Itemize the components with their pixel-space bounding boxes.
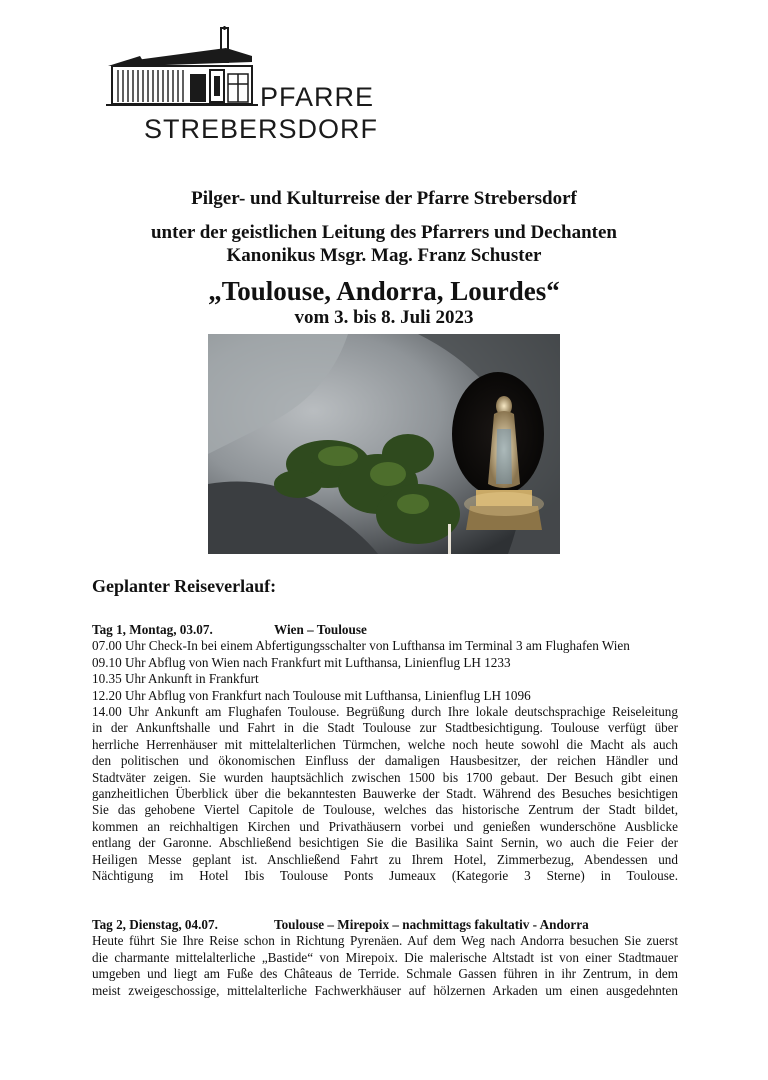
grotto-photo [208, 334, 560, 554]
day-1-section [92, 622, 678, 885]
day-1-line: Sie das gehobene Viertel Capitole de Toulouse, welches das historische Zentrum der Stadt bildet, [92, 802, 678, 818]
day-1-date: Tag 1, Montag, 03.07. [92, 622, 213, 637]
document-title-block [0, 186, 768, 329]
day-1-line: den politischen und ökonomischen Einfluss der damaligen Hausbesitzer, der reichen Händler und [92, 753, 678, 769]
day-1-line: 14.00 Uhr Ankunft am Flughafen Toulouse. Begrüßung durch Ihre lokale deutschsprachige Reiseleitung [92, 704, 678, 720]
day-2-route: Toulouse – Mirepoix – nachmittags fakultativ - Andorra [274, 917, 589, 932]
day-1-line: in der Ankunftshalle und Fahrt in die Stadt Toulouse zur Stadtbesichtigung. Toulouse verfügt über [92, 720, 678, 736]
trip-dates: vom 3. bis 8. Juli 2023 [294, 307, 474, 328]
day-1-line: Nächtigung im Hotel Ibis Toulouse Ponts Jumeaux (Kategorie 3 Sterne) in Toulouse. [92, 868, 678, 884]
day-1-route: Wien – Toulouse [274, 622, 367, 637]
day-2-section [92, 917, 678, 999]
day-2-line: umgeben und liegt am Fuße des Châteaus de Terride. Schmale Gassen führen in ihr Zentrum, in dem [92, 966, 678, 982]
logo-text-strebersdorf: STREBERSDORF [144, 114, 379, 144]
day-1-line: ganzheitlichen Überblick über die bekanntesten Bauwerke der Stadt. Während des Besuches besichtigen [92, 786, 678, 802]
day-1-line: 12.20 Uhr Abflug von Frankfurt nach Toulouse mit Lufthansa, Linienflug LH 1096 [92, 687, 531, 703]
day-2-header [92, 917, 678, 933]
trip-title: „Toulouse, Andorra, Lourdes“ [208, 276, 560, 306]
title-line-2: unter der geistlichen Leitung des Pfarrers und Dechanten [150, 222, 618, 243]
day-1-line: Heiligen Messe geplant ist. Anschließend Fahrt zu Ihrem Hotel, Zimmerbezug, Abendessen und [92, 851, 678, 867]
day-2-date: Tag 2, Dienstag, 04.07. [92, 917, 218, 932]
church-building-icon [106, 26, 258, 108]
day-2-line: Heute führt Sie Ihre Reise schon in Richtung Pyrenäen. Auf dem Weg nach Andorra besuchen Sie zuerst [92, 933, 678, 949]
day-1-line: 09.10 Uhr Abflug von Wien nach Frankfurt mit Lufthansa, Linienflug LH 1233 [92, 654, 511, 670]
title-line-1: Pilger- und Kulturreise der Pfarre Strebersdorf [191, 188, 577, 209]
day-1-line: 10.35 Uhr Ankunft in Frankfurt [92, 671, 259, 687]
day-2-line: die charmante mittelalterliche „Bastide“ von Mirepoix. Die malerische Altstadt ist von einer Stadtmauer [92, 949, 678, 965]
day-1-header [92, 622, 678, 638]
parish-logo [106, 24, 386, 142]
day-1-line: herrliche Herrenhäuser mit mittelalterlichen Türmchen, welche noch heute sowohl die Macht als auch [92, 736, 678, 752]
day-1-line: kommen an reichhaltigen Kirchen und Privathäusern vorbei und genießen wunderschöne Ausblicke [92, 818, 678, 834]
title-line-3: Kanonikus Msgr. Mag. Franz Schuster [226, 245, 542, 266]
grotto-statue-image [208, 334, 560, 554]
day-1-line: Stadtväter zeigen. Sie wurden hauptsächlich zwischen 1500 bis 1700 gebaut. Der Besuch gibt einen [92, 769, 678, 785]
day-1-line: entlang der Garonne. Abschließend besichtigen Sie die Basilika Saint Sernin, wo auch die Feier der [92, 835, 678, 851]
day-2-line: meist zweigeschossige, mittelalterliche Fachwerkhäuser auf hölzernen Arkaden um einen ausgedehnten [92, 982, 678, 998]
itinerary-heading: Geplanter Reiseverlauf: [92, 576, 277, 596]
day-1-line: 07.00 Uhr Check-In bei einem Abfertigungsschalter von Lufthansa im Terminal 3 am Flughafen Wien [92, 638, 630, 654]
logo-text-pfarre: PFARRE [260, 82, 375, 112]
